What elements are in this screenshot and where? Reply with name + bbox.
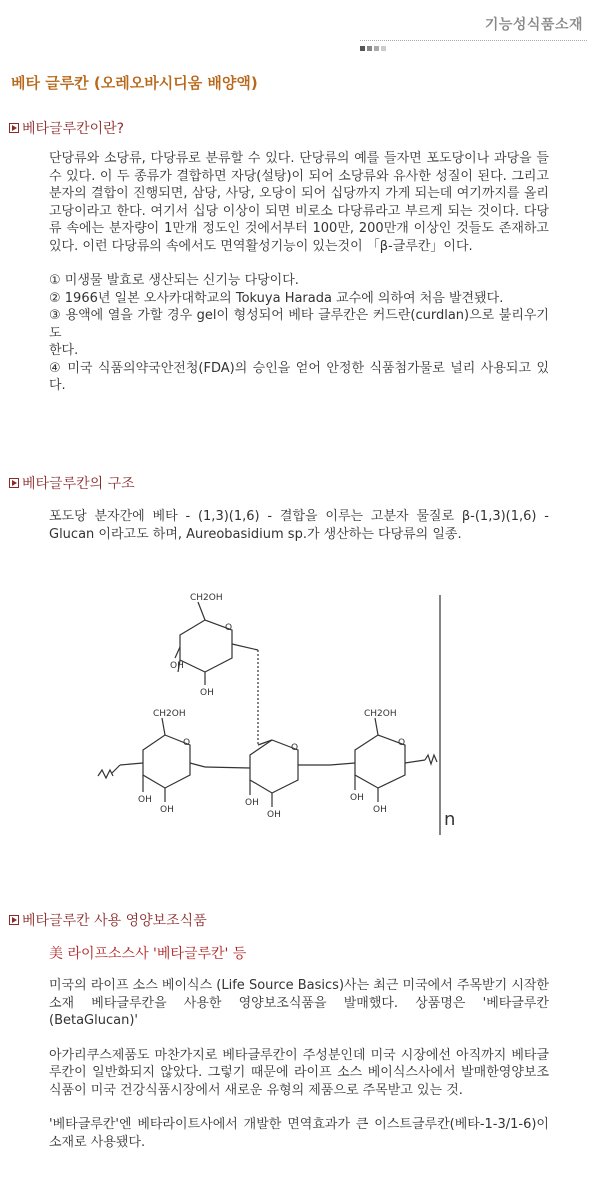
- category-title: 기능성식품소재: [484, 17, 583, 33]
- page-title: 베타 글루칸 (오레오바시디움 배양액): [11, 74, 258, 92]
- paragraph: 단당류와 소당류, 다당류로 분류할 수 있다. 단당류의 예를 들자면 포도당이나 과당을 들 수 있다. 이 두 종류가 결합하면 자당(설탕)이 되어 소당류와 유사한 성질이 된다. 그리고 분자의 결합이 진행되면, 삼당, 사당, 오당이 되어 십당까지 가게 되는데 여기까지를 올리고당이라고 한다. 여기서 십당 이상이 되면 비로소 다당류라고 부르게 되는 것이다. 다당류 속에는 분자량이 1만개 정도인 것에서부터 100만, 200만개 이상인 것들도 존재하고 있다. 이런 다당류의 속에서도 면역활성기능이 있는것이 「β-글루칸」이다.: [49, 151, 549, 254]
- section-heading-structure: [9, 473, 135, 493]
- oh-label: OH: [160, 805, 174, 815]
- oh-label: OH: [350, 793, 364, 803]
- list-item: ① 미생물 발효로 생산되는 신기능 다당이다.: [49, 273, 299, 288]
- section-subheading: 美 라이프소스사 '베타글루칸' 등: [49, 946, 247, 962]
- repeat-unit-n-label: n: [444, 809, 456, 830]
- paragraph: 포도당 분자간에 베타 - (1,3)(1,6) - 결합을 이루는 고분자 물질로 β-(1,3)(1,6) - Glucan 이라고도 하며, Aureobasidium sp.가 생산하는 다당류의 일종.: [49, 509, 549, 542]
- play-bullet-icon: [9, 478, 19, 488]
- ring-oxygen-label: O: [225, 623, 233, 633]
- header-divider: [360, 40, 587, 41]
- ch2oh-label: CH2OH: [364, 709, 397, 719]
- ring-oxygen-label: O: [183, 738, 191, 748]
- header-dot: [381, 46, 386, 51]
- header-dot: [374, 46, 379, 51]
- oh-label: OH: [138, 795, 152, 805]
- oh-label: OH: [170, 661, 184, 671]
- section-title: 베타글루칸 사용 영양보조식품: [22, 913, 207, 929]
- list-item: ③ 용액에 열을 가할 경우 gel이 형성되어 베타 글루칸은 커드란(curdlan)으로 불리우기도: [49, 308, 549, 341]
- ch2oh-label: CH2OH: [190, 593, 223, 603]
- paragraph: 아가리쿠스제품도 마찬가지로 베타글루칸이 주성분인데 미국 시장에선 아직까지 베타글루칸이 일반화되지 않았다. 그렇기 때문에 라이프 소스 베이식스사에서 발매한영양보조식품이 미국 건강식품시장에서 새로운 유형의 제품으로 주목받고 있는 것.: [49, 1047, 549, 1098]
- paragraph: '베타글루칸'엔 베타라이트사에서 개발한 면역효과가 큰 이스트글루칸(베타-1-3/1-6)이 소재로 사용됐다.: [49, 1117, 549, 1150]
- header-dot: [367, 46, 372, 51]
- list-item: ④ 미국 식품의약국안전청(FDA)의 승인을 얻어 안정한 식품첨가물로 널리 사용되고 있다.: [49, 360, 549, 393]
- header-dot: [360, 46, 365, 51]
- play-bullet-icon: [9, 915, 19, 925]
- beta-glucan-structure-diagram: [0, 580, 593, 880]
- ring-oxygen-label: O: [291, 743, 299, 753]
- list-item: ② 1966년 일본 오사카대학교의 Tokuya Harada 교수에 의하여 처음 발견됐다.: [49, 290, 504, 306]
- header-dots: [360, 46, 386, 51]
- oh-label: OH: [245, 798, 259, 808]
- section-title: 베타글루칸의 구조: [22, 476, 135, 492]
- section-title: 베타글루칸이란?: [22, 121, 125, 137]
- oh-label: OH: [200, 688, 214, 698]
- paragraph: 미국의 라이프 소스 베이식스 (Life Source Basics)사는 최근 미국에서 주목받기 시작한 소재 베타글루칸을 사용한 영양보조식품을 발매했다. 상품명은 '베타글루칸(BetaGlucan)': [49, 978, 549, 1028]
- oh-label: OH: [267, 810, 281, 820]
- oh-label: OH: [373, 805, 387, 815]
- play-bullet-icon: [9, 123, 19, 133]
- ch2oh-label: CH2OH: [153, 709, 186, 719]
- section-body-structure: [49, 508, 549, 543]
- ring-oxygen-label: O: [398, 738, 406, 748]
- section-heading-supplements: [9, 910, 207, 930]
- section-body-what-is: [49, 150, 549, 395]
- section-body-supplements: [49, 977, 549, 1151]
- section-heading-what-is: [9, 118, 124, 138]
- list-item: 한다.: [49, 343, 79, 358]
